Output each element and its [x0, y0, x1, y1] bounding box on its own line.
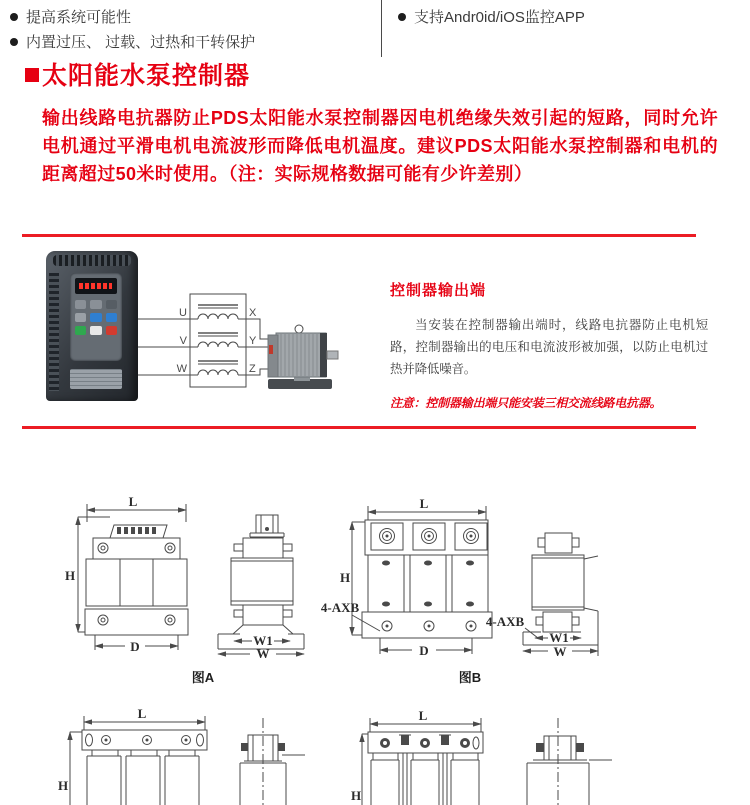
output-info-box — [22, 234, 708, 429]
dim-label-w: W — [553, 644, 567, 659]
dim-label-h: H — [57, 778, 69, 793]
rating-label — [70, 369, 122, 389]
reactor-box — [190, 294, 246, 387]
figure-a-caption: 图A — [191, 670, 215, 685]
bullet-icon — [10, 13, 18, 21]
section-title-text: 太阳能水泵控制器 — [42, 62, 251, 90]
output-body: 当安装在控制器输出端时，线路电抗器防止电机短路，控制器输出的电压和电流波形被加强，以防止电机过热并降低噪音。 — [390, 318, 708, 376]
terminal-label-y: Y — [249, 335, 257, 347]
vertical-divider — [381, 0, 382, 57]
dim-label-w1: W1 — [549, 630, 569, 645]
output-wires — [238, 319, 270, 375]
dim-label-l: L — [128, 494, 138, 509]
feature-item — [10, 6, 131, 27]
dim-label-w: W — [256, 646, 270, 661]
control-panel — [70, 273, 122, 361]
inverter-image — [46, 251, 138, 401]
dim-label-d: D — [419, 643, 429, 658]
dim-label-d: D — [130, 639, 140, 654]
vent-grille — [49, 273, 59, 391]
motor-image — [268, 325, 338, 389]
mounting-hole-label: 4-AXB — [320, 600, 360, 615]
terminal-label-u: U — [179, 307, 187, 319]
figure-d-side-view — [527, 718, 612, 805]
figure-a-front-view — [65, 494, 188, 654]
dim-label-h: H — [350, 788, 362, 803]
feature-text: 提高系统可能性 — [26, 9, 132, 26]
terminal-label-w: W — [176, 363, 187, 375]
figure-b-caption: 图B — [458, 670, 482, 685]
figure-c-front-view — [58, 706, 207, 805]
section-title — [25, 56, 250, 92]
keypad — [75, 300, 117, 335]
figure-b-front-view — [321, 496, 492, 685]
figure-b-side-view — [486, 533, 598, 659]
dim-label-l: L — [137, 706, 147, 721]
dim-label-h: H — [339, 570, 351, 585]
dim-label-h: H — [64, 568, 76, 583]
led-display — [75, 278, 117, 294]
vent-grille — [53, 255, 131, 266]
dim-label-l: L — [418, 708, 428, 723]
dim-label-w1: W1 — [253, 633, 273, 648]
output-note: 注意：控制器输出端只能安装三相交流线路电抗器。 — [390, 396, 662, 410]
dim-label-l: L — [419, 496, 429, 511]
features-section — [0, 0, 750, 57]
terminal-label-z: Z — [249, 363, 256, 375]
bullet-icon — [10, 38, 18, 46]
mounting-hole-label: 4-AXB — [485, 614, 525, 629]
dimension-drawings — [0, 460, 750, 805]
square-bullet-icon — [25, 68, 39, 82]
feature-item — [398, 6, 585, 27]
reactor-coils — [198, 305, 238, 375]
feature-text: 支持Andr0id/iOS监控APP — [414, 9, 585, 26]
feature-text: 内置过压、 过载、过热和干转保护 — [26, 34, 256, 51]
terminal-label-x: X — [249, 307, 257, 319]
figure-c-side-view — [240, 718, 305, 805]
terminal-label-v: V — [179, 335, 187, 347]
bullet-icon — [398, 13, 406, 21]
output-title: 控制器输出端 — [390, 282, 487, 299]
figure-a-side-view — [192, 515, 304, 685]
output-text-block — [390, 279, 708, 411]
figure-d-front-view — [351, 708, 483, 805]
feature-item — [10, 31, 255, 52]
intro-paragraph: 输出线路电抗器防止PDS太阳能水泵控制器因电机绝缘失效引起的短路，同时允许电机通过平滑电机电流波形而降低电机温度。建议PDS太阳能水泵控制器和电机的距离超过50米时使用。（注：实际规格数据可能有少许差别） — [42, 108, 718, 184]
